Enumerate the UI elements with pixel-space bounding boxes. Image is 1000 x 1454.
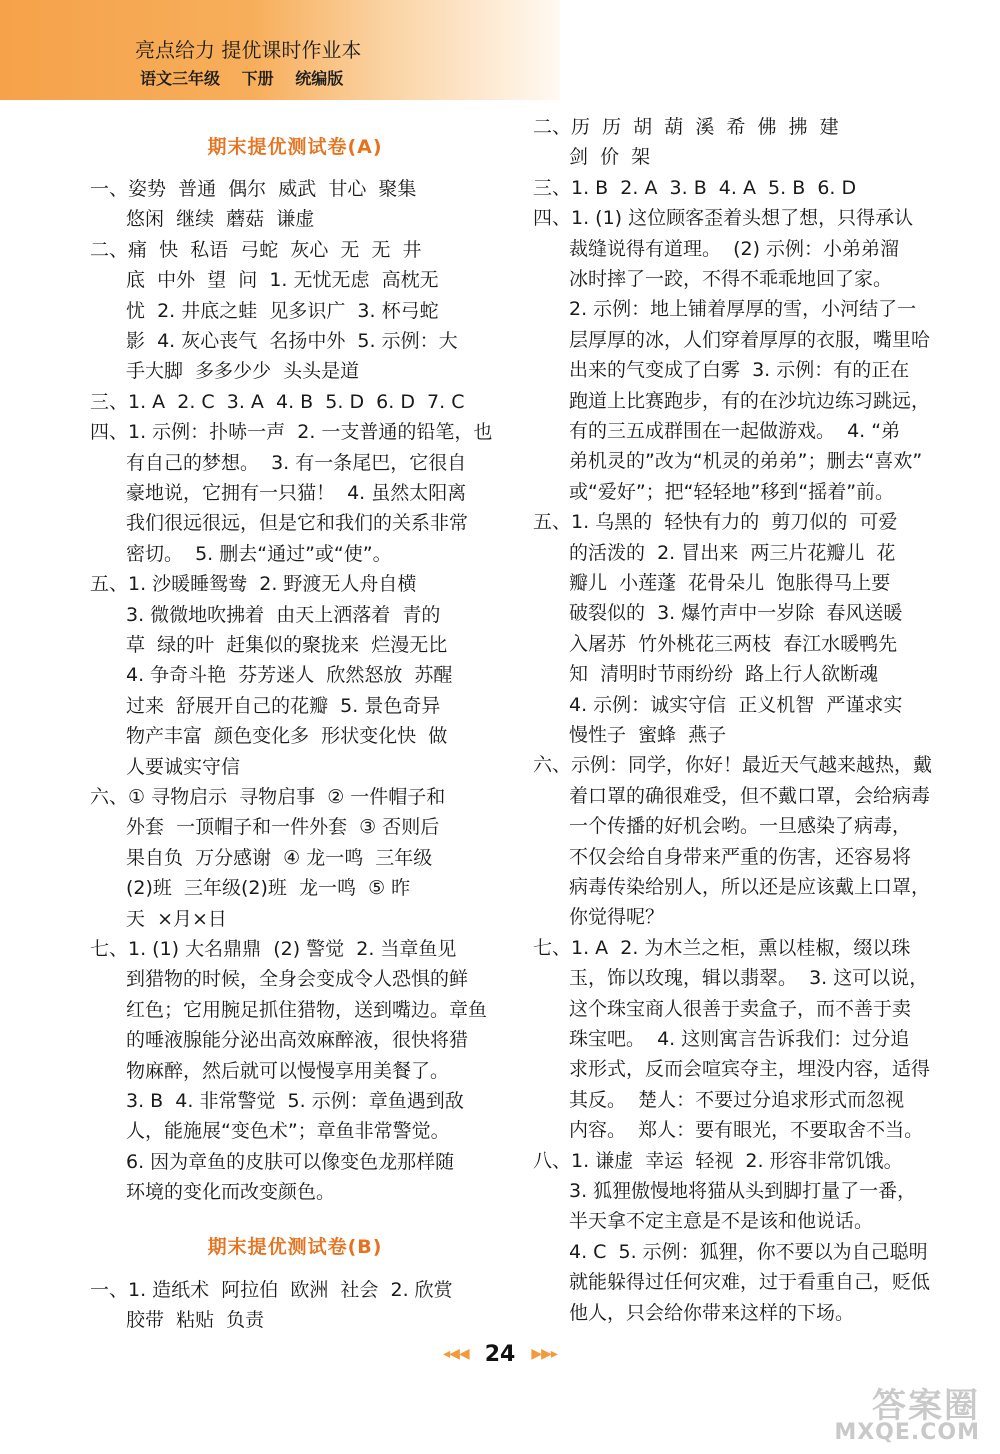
answer-line: 天 ×月×日 — [126, 907, 227, 930]
answer-line: 六、示例：同学，你好！最近天气越来越热，戴 — [533, 754, 933, 777]
answer-line: 的活泼的 2. 冒出来 两三片花瓣儿 花 — [569, 541, 896, 564]
answer-line: 破裂似的 3. 爆竹声中一岁除 春风送暖 — [569, 602, 903, 625]
prev-arrows-icon: ◂◀◀ — [443, 1346, 469, 1362]
answer-line: 果自负 万分感谢 ④ 龙一鸣 三年级 — [126, 846, 433, 869]
answer-line: 人，能施展“变色术”；章鱼非常警觉。 — [126, 1120, 450, 1143]
answer-line: 底 中外 望 问 1. 无忧无虑 高枕无 — [126, 269, 439, 292]
answer-line: 手大脚 多多少少 头头是道 — [126, 360, 360, 383]
answer-line: 红色；它用腕足抓住猎物，送到嘴边。章鱼 — [126, 998, 488, 1021]
subtitle-volume: 下册 — [241, 69, 274, 88]
book-title: 亮点给力 提优课时作业本 — [135, 38, 362, 62]
answer-line: 外套 一顶帽子和一件外套 ③ 否则后 — [126, 816, 440, 839]
answer-line: 的唾液腺能分泌出高效麻醉液，很快将猎 — [126, 1029, 469, 1052]
answer-line: 就能躲得过任何灾难，过于看重自己，贬低 — [569, 1271, 931, 1294]
answer-line: 不仅会给自身带来严重的伤害，还容易将 — [569, 845, 912, 868]
watermark-text: 答案圈 — [872, 1386, 980, 1426]
answer-line: 或“爱好”；把“轻轻地”移到“摇着”前。 — [569, 480, 895, 503]
answer-line: 剑 价 架 — [569, 146, 651, 169]
answer-line: 一、1. 造纸术 阿拉伯 欧洲 社会 2. 欣赏 — [90, 1279, 453, 1301]
answer-line: 我们很远很远，但是它和我们的关系非常 — [126, 512, 469, 535]
answer-line: 其反。 楚人：不要过分追求形式而忽视 — [569, 1088, 905, 1111]
answer-line: 草 绿的叶 赶集似的聚拢来 烂漫无比 — [126, 634, 448, 656]
answer-line: 二、历 历 胡 葫 溪 希 佛 拂 建 — [533, 116, 839, 138]
answer-line: 四、1. 示例：扑哧一声 2. 一支普通的铅笔，也 — [90, 421, 493, 444]
answer-line: 4. 示例：诚实守信 正义机智 严谨求实 — [569, 693, 903, 716]
answer-line: 一、姿势 普通 偶尔 威武 甘心 聚集 — [90, 178, 417, 200]
answer-line: 环境的变化而改变颜色。 — [126, 1181, 336, 1204]
page-footer — [0, 1334, 1000, 1374]
answer-line: 3. 狐狸傲慢地将猫从头到脚打量了一番， — [569, 1180, 917, 1202]
answer-line: 着口罩的确很难受，但不戴口罩，会给病毒 — [569, 784, 931, 807]
answer-line: 求形式，反而会喧宾夺主，埋没内容，适得 — [569, 1058, 931, 1081]
next-arrows-icon: ▶▶▸ — [531, 1346, 557, 1362]
section-heading: 期末提优测试卷(A) — [207, 136, 383, 158]
answer-line: 物麻醉，然后就可以慢慢享用美餐了。 — [126, 1059, 450, 1082]
answer-line: 五、1. 乌黑的 轻快有力的 剪刀似的 可爱 — [533, 511, 898, 534]
answer-line: 出来的气变成了白雾 3. 示例：有的正在 — [569, 359, 910, 382]
watermark-url: MXQE.COM — [834, 1420, 980, 1445]
answer-line: 6. 因为章鱼的皮肤可以像变色龙那样随 — [126, 1150, 455, 1173]
answer-line: 到猎物的时候，全身会变成令人恐惧的鲜 — [126, 968, 469, 991]
answer-line: 内容。 郑人：要有眼光，不要取舍不当。 — [569, 1119, 924, 1142]
answer-line: 过来 舒展开自己的花瓣 5. 景色奇异 — [126, 694, 441, 717]
watermark-logo — [818, 1378, 990, 1448]
answer-line: 悠闲 继续 蘑菇 谦虚 — [126, 208, 315, 231]
answer-line: 二、痛 快 私语 弓蛇 灰心 无 无 井 — [90, 238, 422, 261]
answer-line: 层厚厚的冰，人们穿着厚厚的衣服，嘴里哈 — [569, 328, 931, 351]
answer-line: 五、1. 沙暖睡鸳鸯 2. 野渡无人舟自横 — [90, 573, 417, 596]
answer-line: 七、1. A 2. 为木兰之柜，熏以桂椒，缀以珠 — [533, 936, 911, 959]
answer-line: 一个传播的好机会哟。一旦感染了病毒， — [569, 815, 912, 838]
header-banner — [0, 0, 560, 100]
answer-line: 忧 2. 井底之蛙 见多识广 3. 杯弓蛇 — [126, 299, 439, 322]
answer-line: 三、1. A 2. C 3. A 4. B 5. D 6. D 7. C — [90, 390, 465, 413]
answer-line: 影 4. 灰心丧气 名扬中外 5. 示例：大 — [126, 330, 458, 352]
answer-line: 跑道上比赛跑步，有的在沙坑边练习跳远， — [569, 389, 931, 412]
answer-line: 瓣儿 小莲蓬 花骨朵儿 饱胀得马上要 — [569, 572, 891, 594]
answer-line: 珠宝吧。 4. 这则寓言告诉我们：过分追 — [569, 1028, 910, 1050]
answer-line: 七、1. (1) 大名鼎鼎 (2) 警觉 2. 当章鱼见 — [90, 938, 457, 960]
answer-line: 有的三五成群围在一起做游戏。 4. “弟 — [569, 420, 901, 442]
answer-line: 慢性子 蜜蜂 燕子 — [569, 724, 727, 746]
answer-line: 物产丰富 颜色变化多 形状变化快 做 — [126, 725, 448, 748]
answer-line: 半天拿不定主意是不是该和他说话。 — [569, 1210, 874, 1233]
answer-line: 四、1. (1) 这位顾客歪着头想了想，只得承认 — [533, 207, 914, 230]
answer-line: 3. 微微地吹拂着 由天上洒落着 青的 — [126, 603, 441, 626]
answer-line: 病毒传染给别人，所以还是应该戴上口罩， — [569, 876, 931, 898]
answer-line: 这个珠宝商人很善于卖盒子，而不善于卖 — [569, 997, 912, 1020]
answer-line: 入屠苏 竹外桃花三两枝 春江水暖鸭先 — [569, 632, 898, 655]
answer-line: 人要诚实守信 — [126, 755, 241, 778]
answer-line: 弟机灵的”改为“机灵的弟弟”；删去“喜欢” — [569, 450, 923, 473]
answer-line: 六、① 寻物启示 寻物启事 ② 一件帽子和 — [90, 786, 446, 808]
page-number: 24 — [484, 1341, 516, 1367]
answer-line: 4. 争奇斗艳 芬芳迷人 欣然怒放 苏醒 — [126, 664, 453, 687]
answer-line: 豪地说，它拥有一只猫！ 4. 虽然太阳离 — [126, 482, 467, 504]
answer-line: 3. B 4. 非常警觉 5. 示例：章鱼遇到敌 — [126, 1090, 464, 1112]
subtitle-grade: 语文三年级 — [140, 69, 221, 88]
answer-line: 冰时摔了一跤，不得不乖乖地回了家。 — [569, 268, 893, 290]
answer-line: (2)班 三年级(2)班 龙一鸣 ⑤ 昨 — [126, 877, 411, 900]
answer-line: 八、1. 谦虚 幸运 轻视 2. 形容非常饥饿。 — [533, 1149, 903, 1172]
answer-line: 裁缝说得有道理。 (2) 示例：小弟弟溜 — [569, 237, 900, 260]
answer-line: 三、1. B 2. A 3. B 4. A 5. B 6. D — [533, 176, 857, 199]
answer-line: 胶带 粘贴 负责 — [126, 1309, 265, 1332]
answer-line: 密切。 5. 删去“通过”或“使”。 — [126, 542, 392, 565]
section-heading: 期末提优测试卷(B) — [207, 1236, 383, 1258]
answer-line: 你觉得呢？ — [569, 906, 665, 929]
subtitle-edition: 统编版 — [295, 69, 344, 88]
answer-line: 他人，只会给你带来这样的下场。 — [569, 1301, 855, 1324]
answer-line: 2. 示例：地上铺着厚厚的雪，小河结了一 — [569, 298, 917, 321]
answer-line: 玉，饰以玫瑰，辑以翡翠。 3. 这可以说， — [569, 967, 929, 990]
answer-line: 有自己的梦想。 3. 有一条尾巴，它很自 — [126, 451, 467, 474]
answer-line: 4. C 5. 示例：狐狸，你不要以为自己聪明 — [569, 1240, 928, 1263]
book-subtitle — [140, 66, 359, 89]
answer-line: 知 清明时节雨纷纷 路上行人欲断魂 — [569, 663, 879, 686]
